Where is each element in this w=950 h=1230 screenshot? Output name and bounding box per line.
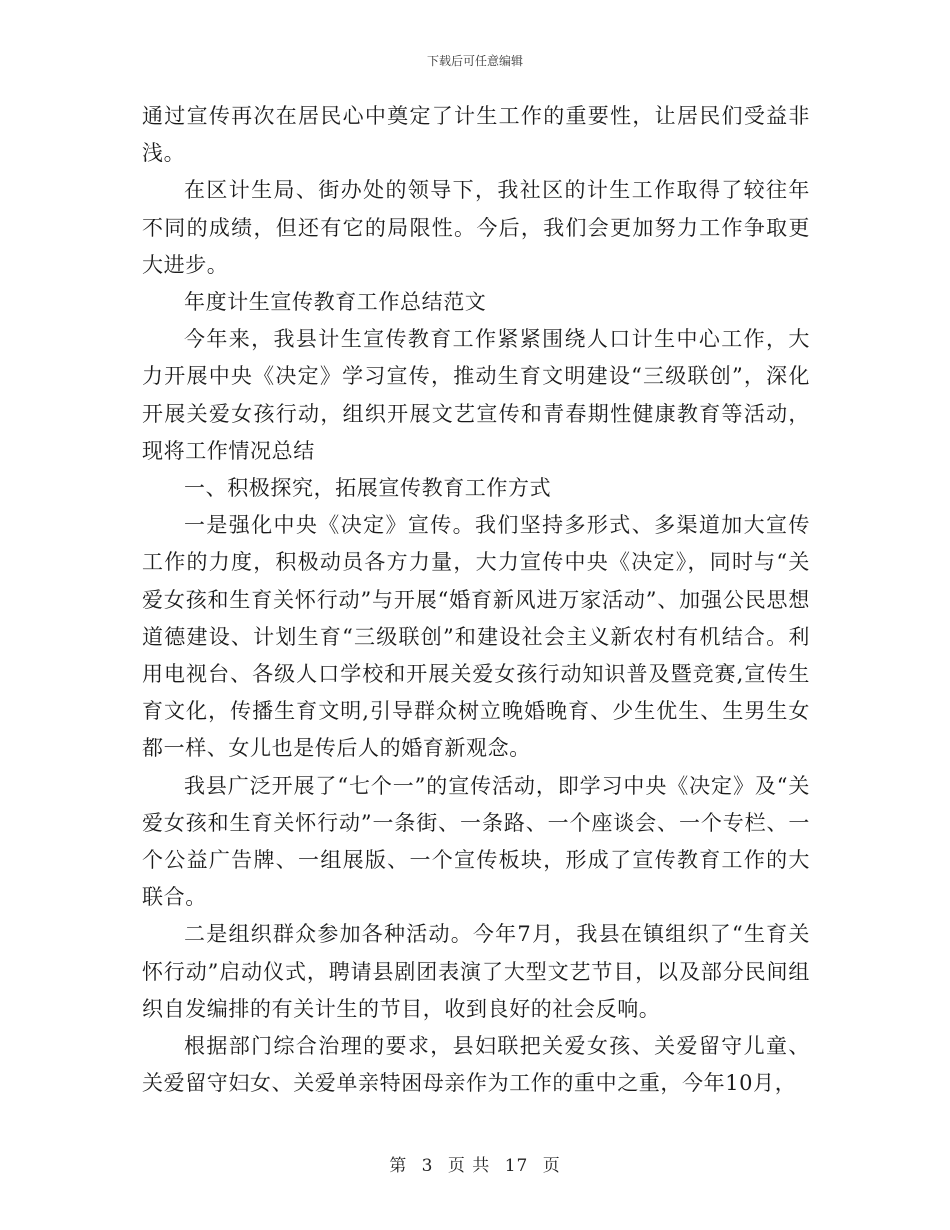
- footer-total-pages: 17: [504, 1156, 529, 1176]
- page-header: 下载后可任意编辑: [426, 54, 523, 68]
- footer-suffix: 页: [542, 1156, 561, 1176]
- footer-middle: 页 共: [447, 1156, 491, 1176]
- paragraph-point-1: 一是强化中央《决定》宣传。我们坚持多形式、多渠道加大宣传工作的力度，积极动员各方力量，大力宣传中央《决定》，同时与“关爱女孩和生育关怀行动”与开展“婚育新风进万家活动”、加强公民思想道德建设、计划生育“三级联创”和建设社会主义新农村有机结合。利用电视台、各级人口学校和开展关爱女孩行动知识普及暨竞赛,宣传生育文化，传播生育文明,引导群众树立晚婚晚育、少生优生、生男生女都一样、女儿也是传后人的婚育新观念。: [142, 513, 810, 761]
- paragraph-1: 通过宣传再次在居民心中奠定了计生工作的重要性，让居民们受益非浅。: [142, 104, 810, 166]
- paragraph-governance: 根据部门综合治理的要求，县妇联把关爱女孩、关爱留守儿童、关爱留守妇女、关爱单亲特困母亲作为工作的重中之重，今年10月，: [142, 1034, 810, 1096]
- paragraph-intro: 今年来，我县计生宣传教育工作紧紧围绕人口计生中心工作，大力开展中央《决定》学习宣传，推动生育文明建设“三级联创”，深化开展关爱女孩行动，组织开展文艺宣传和青春期性健康教育等活动，现将工作情况总结: [142, 327, 810, 463]
- footer-current-page: 3: [421, 1156, 434, 1176]
- paragraph-point-2: 二是组织群众参加各种活动。今年7月，我县在镇组织了“生育关怀行动”启动仪式，聘请县剧团表演了大型文艺节目，以及部分民间组织自发编排的有关计生的节目，收到良好的社会反响。: [142, 922, 810, 1021]
- section-heading-1: 一、积极探究，拓展宣传教育工作方式: [184, 476, 552, 501]
- document-body: [142, 98, 810, 1102]
- footer-prefix: 第: [389, 1156, 408, 1176]
- page-footer: [0, 1151, 950, 1176]
- paragraph-2: 在区计生局、街办处的领导下，我社区的计生工作取得了较往年不同的成绩，但还有它的局限性。今后，我们会更加努力工作争取更大进步。: [142, 178, 810, 277]
- paragraph-activities: 我县广泛开展了“七个一”的宣传活动，即学习中央《决定》及“关爱女孩和生育关怀行动”一条街、一条路、一个座谈会、一个专栏、一个公益广告牌、一组展版、一个宣传板块，形成了宣传教育工作的大联合。: [142, 773, 810, 910]
- section-title: 年度计生宣传教育工作总结范文: [184, 290, 487, 315]
